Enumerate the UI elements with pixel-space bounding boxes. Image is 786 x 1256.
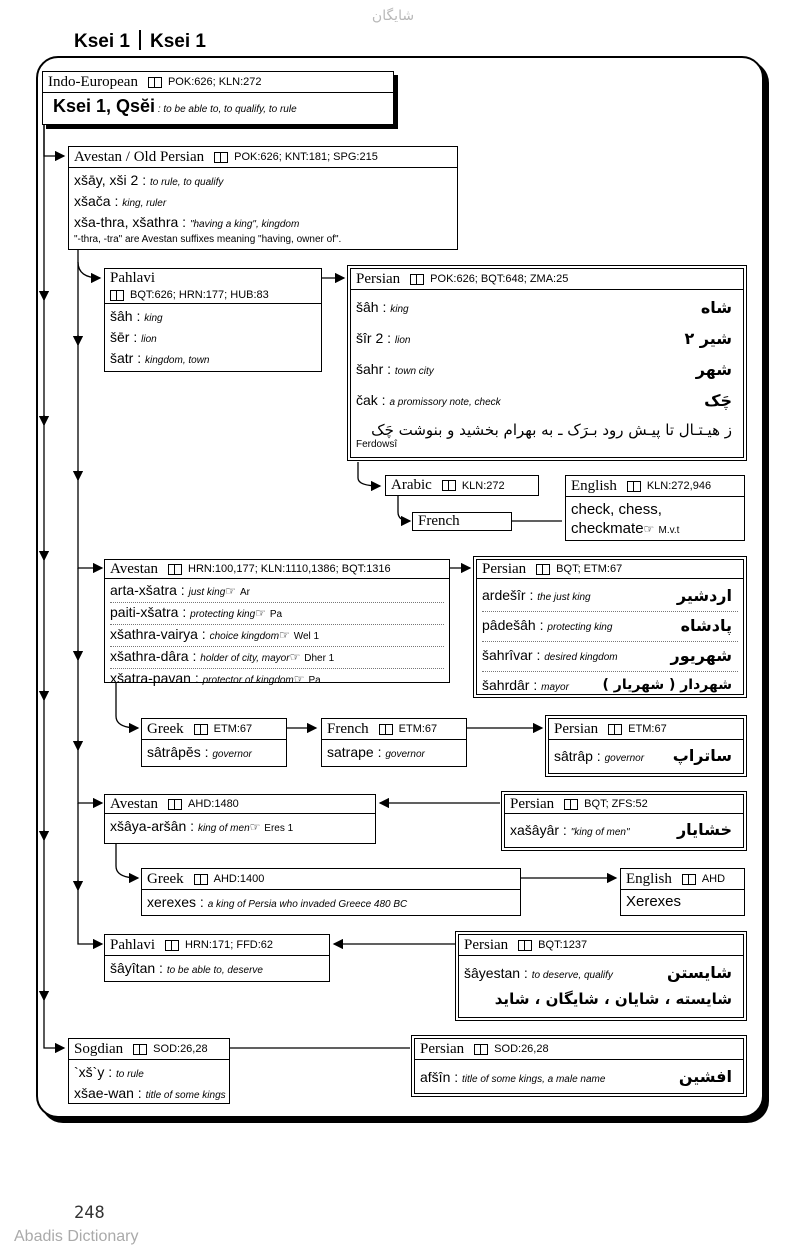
entry-row: sâtrâp : governor ساتراپ (554, 743, 738, 772)
entry-row: šahrdâr : mayor شهردار ( شهریار ) (482, 672, 738, 701)
ref-label: BQT; ETM:67 (556, 563, 623, 575)
lang-label: Pahlavi (110, 936, 155, 953)
definition: lion (394, 335, 411, 346)
entry-row: šēr : lion (110, 329, 157, 345)
english-word: checkmate (571, 520, 644, 537)
book-icon (442, 480, 456, 491)
lang-label: Persian (554, 720, 599, 737)
box-ref (105, 287, 321, 304)
entry-row: satrape : governor (327, 744, 425, 760)
book-icon (608, 724, 622, 735)
entry-row: `xš`y : to rule (74, 1064, 144, 1080)
box-header (413, 513, 511, 530)
lang-label: French (418, 513, 460, 529)
word: sâtrâpĕs (147, 744, 201, 760)
entry-row: šatr : kingdom, town (110, 350, 210, 366)
book-icon (564, 799, 578, 810)
ref-label: POK:626; KNT:181; SPG:215 (234, 151, 378, 163)
entry-row: xšāy, xši 2 : to rule, to qualify (74, 172, 224, 188)
pointing-hand-icon: ☞ (279, 628, 290, 642)
entry-row: šîr 2 : lion شیر ۲ (356, 324, 738, 355)
box-header (477, 560, 743, 579)
book-icon (148, 77, 162, 88)
definition: title of some kings, a male name (462, 1074, 606, 1085)
box-header (505, 795, 743, 814)
related-persian-words: شایسته ، شایان ، شایگان ، شاید (494, 990, 732, 1008)
definition: king, ruler (122, 198, 167, 209)
word: šahrdâr (482, 677, 530, 693)
definition: protecting king (547, 622, 613, 633)
lang-label: Persian (464, 936, 509, 953)
cross-ref: Ar (239, 587, 250, 598)
definition: just king (188, 587, 226, 598)
english-words: check, chess, (571, 501, 662, 518)
entry-row: šâyîtan : to be able to, deserve (110, 960, 263, 976)
word: satrape (327, 744, 374, 760)
watermark: شایگان (371, 8, 415, 24)
box-body (477, 579, 743, 704)
pahlavi-box-2 (104, 934, 330, 982)
definition: king of men (197, 823, 250, 834)
spine-to-sogdian (44, 118, 64, 1048)
book-icon (194, 874, 208, 885)
persian-script: شایستن (667, 963, 732, 982)
word: `xš`y (74, 1064, 105, 1080)
persian-script: شهردار ( شهریار ) (602, 677, 732, 693)
book-icon (536, 564, 550, 575)
pointing-hand-icon: ☞ (643, 522, 655, 536)
header-right: Ksei 1 (149, 31, 206, 52)
box-body (105, 956, 329, 983)
persian-script: ساتراپ (672, 746, 732, 765)
pointing-hand-icon: ☞ (225, 584, 237, 598)
definition: choice kingdom (209, 631, 280, 642)
word: šēr (110, 329, 130, 345)
french-box (412, 512, 512, 531)
box-body (459, 956, 743, 1011)
box-body (505, 814, 743, 849)
word: afšîn (420, 1069, 451, 1085)
definition: the just king (537, 592, 591, 603)
cross-ref: Wel 1 (293, 631, 320, 642)
book-icon (379, 724, 393, 735)
lang-label: Arabic (391, 477, 432, 493)
ref-label: BQT:626; HRN:177; HUB:83 (130, 289, 269, 301)
word: xšathra-dâra (110, 648, 189, 664)
pointing-hand-icon: ☞ (293, 672, 305, 686)
word: xšae-wan (74, 1085, 134, 1101)
suffix-note: "-thra, -tra" are Avestan suffixes meaning "having, owner of". (74, 234, 342, 245)
ref-label: HRN:171; FFD:62 (185, 939, 274, 951)
entry-row: afšîn : title of some kings, a male name افشین (420, 1063, 738, 1094)
box-header (142, 869, 520, 890)
definition: "having a king", kingdom (189, 219, 300, 230)
entry-row: sâtrâpĕs : governor (147, 744, 252, 760)
word: xša-thra, xšathra (74, 214, 179, 230)
lang-label: English (571, 477, 617, 494)
sogdian-box (68, 1038, 230, 1104)
ref-label: ETM:67 (628, 723, 667, 735)
entry-row: xšathra-vairya : choice kingdom☞ Wel 1 (110, 625, 444, 647)
entry-row: xšača : king, ruler (74, 193, 167, 209)
box-body (566, 497, 744, 543)
box-header (351, 269, 743, 290)
persian-script: چَک (704, 391, 732, 410)
cite: M.v.t (658, 525, 680, 536)
pointing-hand-icon: ☞ (289, 650, 301, 664)
definition: king (390, 304, 409, 315)
persian-script: پادشاه (680, 616, 732, 635)
definition: kingdom, town (145, 355, 210, 366)
entry-row: šâh : king (110, 308, 163, 324)
book-icon (518, 940, 532, 951)
entry-row: šahr : town city شهر (356, 355, 738, 386)
entry-row: xša-thra, xšathra : "having a king", kingdom (74, 214, 300, 230)
persian-script: افشین (678, 1067, 732, 1086)
box-header (415, 1039, 743, 1060)
root-lang: Indo-European (48, 73, 138, 90)
cross-ref: Pa (308, 675, 321, 686)
word: šatr (110, 350, 134, 366)
lang-label: Persian (420, 1040, 465, 1057)
pointing-hand-icon: ☞ (255, 606, 266, 620)
verse-author: Ferdowsî (356, 439, 398, 450)
ref-label: POK:626; BQT:648; ZMA:25 (430, 273, 569, 285)
word: xšâya-aršân (110, 818, 187, 834)
word: šâyîtan (110, 960, 156, 976)
word: šâh (110, 308, 133, 324)
box-body (549, 740, 743, 775)
lang-label: French (327, 720, 369, 737)
definition: town city (394, 366, 434, 377)
definition: desired kingdom (544, 652, 618, 663)
word: xšāy, xši 2 (74, 172, 139, 188)
definition: to rule, to qualify (149, 177, 224, 188)
avestan-box (104, 559, 450, 686)
book-icon (682, 874, 696, 885)
page-number: 248 (74, 1203, 105, 1223)
lang-label: Greek (147, 870, 184, 887)
entry-row: xšathra-dâra : holder of city, mayor☞ Dher 1 (110, 647, 444, 669)
definition: to be able to, deserve (166, 965, 263, 976)
entry-row: šâyestan : to deserve, qualify شایستن (464, 959, 738, 990)
lang-label: Avestan (110, 795, 159, 812)
english-box (565, 475, 745, 541)
english-words-2 (571, 519, 739, 540)
lang-label: Greek (147, 720, 184, 737)
ref-label: ETM:67 (398, 723, 438, 735)
box-body (69, 168, 457, 248)
book-icon (627, 481, 641, 492)
english-word: Xerexes (626, 893, 682, 910)
book-icon (168, 564, 182, 575)
word: šâyestan (464, 965, 521, 981)
ref-label: AHD (701, 873, 726, 885)
entry-row: xšae-wan : title of some kings (74, 1085, 226, 1101)
lang-label: Persian (482, 560, 527, 577)
pointing-hand-icon: ☞ (249, 820, 261, 834)
word: ardešîr (482, 587, 526, 603)
book-icon (168, 799, 182, 810)
word: arta-xšatra (110, 582, 177, 598)
arabic-box (385, 475, 539, 496)
entry-row: xšatra-pavan : protector of kingdom☞ Pa (110, 670, 321, 686)
box-header (142, 719, 286, 740)
lang-label: Persian (510, 795, 555, 812)
persian-script: شیر ۲ (684, 329, 732, 348)
definition: a king of Persia who invaded Greece 480 BC (207, 899, 408, 910)
entry-row: šâh : king شاه (356, 293, 738, 324)
entry-row: paiti-xšatra : protecting king☞ Pa (110, 603, 444, 625)
book-icon (474, 1044, 488, 1055)
word: paiti-xšatra (110, 604, 179, 620)
persian-script: اردشیر (676, 586, 732, 605)
book-icon (214, 152, 228, 163)
english-box-2 (620, 868, 745, 916)
ref-label: AHD:1480 (188, 798, 239, 810)
entry-row: arta-xšatra : just king☞ Ar (110, 581, 444, 603)
root-header (43, 72, 393, 93)
entry-row: šahrîvar : desired kingdom شهریور (482, 642, 738, 672)
persian-script: شهریور (670, 646, 732, 665)
word: šîr 2 (356, 330, 384, 346)
box-header (566, 476, 744, 497)
box-header (459, 935, 743, 956)
persian-box-4 (504, 794, 744, 848)
ref-label: HRN:100,177; KLN:1110,1386; BQT:1316 (188, 563, 391, 575)
box-body (415, 1060, 743, 1097)
greek-box-2 (141, 868, 521, 916)
ref-label: SOD:26,28 (494, 1043, 549, 1055)
avestan-old-persian-box (68, 146, 458, 250)
lang-label: Avestan / Old Persian (74, 148, 205, 165)
box-header (549, 719, 743, 740)
french-box-2 (321, 718, 467, 767)
word: šahr (356, 361, 384, 377)
word: čak (356, 392, 378, 408)
definition: governor (212, 749, 252, 760)
word: šâh (356, 299, 379, 315)
box-body (69, 1060, 229, 1108)
box-body (322, 740, 466, 767)
box-header (69, 1039, 229, 1060)
avestan-box-3 (104, 794, 376, 844)
box-body (621, 890, 744, 913)
cross-ref: Pa (269, 609, 283, 620)
box-header (386, 476, 538, 495)
box-header (105, 935, 329, 956)
book-icon (110, 290, 124, 301)
entry-row: ardešîr : the just king اردشیر (482, 582, 738, 612)
word: xšača (74, 193, 111, 209)
definition: lion (141, 334, 157, 345)
persian-box-2 (476, 559, 744, 695)
root-ref: POK:626; KLN:272 (167, 76, 262, 88)
ref-label: ETM:67 (213, 723, 253, 735)
box-body (105, 304, 321, 373)
persian-box (350, 268, 744, 458)
word: pâdešâh (482, 617, 536, 633)
ref-label: BQT:1237 (538, 939, 588, 951)
word: xašâyâr (510, 822, 560, 838)
word: xerexes (147, 894, 197, 910)
book-icon (410, 274, 424, 285)
definition: "king of men" (570, 827, 630, 838)
definition: mayor (541, 682, 569, 693)
cross-ref: Eres 1 (264, 823, 294, 834)
persian-script: خشایار (676, 820, 732, 839)
lang-label: Avestan (110, 560, 159, 577)
box-body (142, 890, 520, 917)
root-word: Ksei 1, Qsĕi (53, 96, 156, 116)
lang-label: Pahlavi (110, 269, 155, 286)
box-body (142, 740, 286, 767)
entry-row: pâdešâh : protecting king پادشاه (482, 612, 738, 642)
definition: to rule (116, 1069, 144, 1080)
cross-ref: Dher 1 (304, 653, 335, 664)
brand-label: Abadis Dictionary (14, 1228, 139, 1245)
root-box (42, 71, 394, 125)
lang-label: Persian (356, 270, 401, 287)
book-icon (165, 940, 179, 951)
word: xšatra-pavan (110, 670, 191, 686)
persian-box-3 (548, 718, 744, 774)
box-header (621, 869, 744, 890)
definition: holder of city, mayor (200, 653, 290, 664)
word: sâtrâp (554, 748, 593, 764)
book-icon (133, 1044, 147, 1055)
lang-label: Sogdian (74, 1040, 124, 1057)
header-left: Ksei 1 (74, 31, 130, 52)
box-body (351, 290, 743, 453)
definition: a promissory note, check (389, 397, 501, 408)
box-header (105, 795, 375, 814)
box-header (105, 560, 449, 579)
ref-label: SOD:26,28 (153, 1043, 208, 1055)
persian-script: شاه (700, 298, 732, 317)
root-def: to be able to, to qualify, to rule (163, 104, 297, 115)
definition: king (144, 313, 163, 324)
entry-row: čak : a promissory note, check چَک (356, 386, 738, 417)
ref-label: KLN:272,946 (646, 480, 712, 492)
definition: to deserve, qualify (531, 970, 613, 981)
pahlavi-box (104, 268, 322, 372)
ref-label: BQT; ZFS:52 (584, 798, 648, 810)
entry-row: xšâya-aršân : king of men☞ Eres 1 (110, 818, 294, 834)
box-body (105, 814, 375, 841)
box-header (105, 269, 321, 287)
definition: title of some kings (145, 1090, 226, 1101)
box-header (322, 719, 466, 740)
word: šahrîvar (482, 647, 533, 663)
box-body (105, 579, 449, 693)
ref-label: AHD:1400 (213, 873, 265, 885)
definition: governor (604, 753, 645, 764)
persian-box-6 (414, 1038, 744, 1094)
box-header (69, 147, 457, 168)
root-entry: Ksei 1, Qsĕi : to be able to, to qualify, to rule (53, 96, 297, 116)
greek-box (141, 718, 287, 767)
persian-script: شهر (695, 360, 732, 379)
definition: protector of kingdom (202, 675, 294, 686)
persian-box-5 (458, 934, 744, 1018)
definition: protecting king (190, 609, 256, 620)
book-icon (194, 724, 208, 735)
definition: governor (385, 749, 425, 760)
entry-row: xašâyâr : "king of men" خشایار (510, 817, 738, 846)
word: xšathra-vairya (110, 626, 198, 642)
lang-label: English (626, 870, 672, 887)
ref-label: KLN:272 (461, 479, 505, 492)
entry-row: xerexes : a king of Persia who invaded Greece 480 BC (147, 894, 408, 910)
verse: ز هیـتـال تا پیـش رود بـرَک ـ به بهرام بخشید و بنوشت چَک (371, 421, 732, 439)
